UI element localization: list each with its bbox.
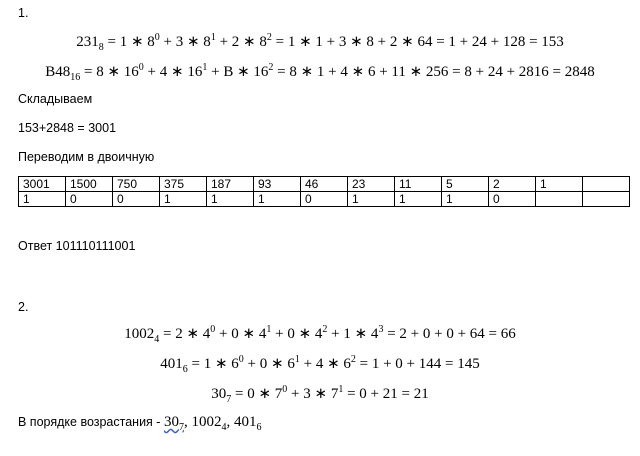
eq-lhs-base: 30 bbox=[211, 386, 227, 402]
eq-lhs-subscript: 16 bbox=[70, 72, 81, 83]
table-cell: 0 bbox=[301, 192, 348, 207]
eq-lhs-base: 231 bbox=[76, 34, 99, 50]
eq-term: 0 ∗ 6 bbox=[259, 356, 295, 372]
table-cell bbox=[536, 192, 583, 207]
eq-lhs-base: 1002 bbox=[124, 326, 155, 342]
eq-term: 8 ∗ 16 bbox=[96, 64, 139, 80]
eq-exponent: 3 bbox=[378, 324, 384, 335]
table-cell: 0 bbox=[489, 192, 536, 207]
order-separator: , bbox=[226, 414, 234, 430]
table-cell: 1 bbox=[19, 192, 66, 207]
problem-2-number: 2. bbox=[18, 300, 29, 314]
eq-plus: + bbox=[287, 386, 304, 402]
order-item-base: 1002 bbox=[191, 414, 222, 430]
eq-exponent: 0 bbox=[210, 324, 216, 335]
eq-sign: = bbox=[159, 326, 176, 342]
eq-lhs-subscript: 6 bbox=[182, 364, 188, 375]
eq-result: = 1 ∗ 1 + 3 ∗ 8 + 2 ∗ 64 = 1 + 24 + 128 = 153 bbox=[271, 34, 564, 50]
eq-plus: + bbox=[243, 356, 260, 372]
eq-lhs-subscript: 7 bbox=[226, 394, 232, 405]
order-item bbox=[233, 414, 262, 433]
eq-exponent: 2 bbox=[268, 62, 274, 73]
equation-30-base7 bbox=[0, 384, 640, 403]
add-label: Складываем bbox=[18, 92, 93, 106]
eq-sign: = bbox=[231, 386, 248, 402]
eq-result: = 2 + 0 + 0 + 64 = 66 bbox=[383, 326, 516, 342]
eq-exponent: 1 bbox=[202, 62, 208, 73]
eq-exponent: 1 bbox=[338, 384, 344, 395]
table-cell: 0 bbox=[113, 192, 160, 207]
table-cell: 0 bbox=[66, 192, 113, 207]
eq-term: 2 ∗ 4 bbox=[175, 326, 211, 342]
order-item-base: 30 bbox=[163, 414, 179, 430]
order-item bbox=[191, 414, 227, 433]
table-cell: 1 bbox=[442, 192, 489, 207]
eq-exponent: 1 bbox=[294, 354, 300, 365]
eq-plus: + bbox=[215, 326, 232, 342]
eq-exponent: 2 bbox=[266, 32, 272, 43]
eq-term: 1 ∗ 8 bbox=[119, 34, 155, 50]
eq-term: 1 ∗ 4 bbox=[343, 326, 379, 342]
eq-term: 3 ∗ 8 bbox=[175, 34, 211, 50]
order-label: В порядке возрастания - bbox=[18, 415, 164, 429]
order-item bbox=[163, 414, 184, 433]
eq-term: 4 ∗ 16 bbox=[159, 64, 203, 80]
eq-plus: + bbox=[159, 34, 176, 50]
eq-term: 2 ∗ 8 bbox=[231, 34, 267, 50]
table-cell: 1500 bbox=[66, 177, 113, 192]
equation-b48-base16 bbox=[0, 62, 640, 81]
table-cell: 1 bbox=[160, 192, 207, 207]
eq-exponent: 1 bbox=[210, 32, 216, 43]
eq-term: 3 ∗ 7 bbox=[303, 386, 339, 402]
eq-lhs-base: 401 bbox=[160, 356, 183, 372]
eq-exponent: 1 bbox=[266, 324, 272, 335]
eq-term: 0 ∗ 7 bbox=[247, 386, 283, 402]
table-cell: 46 bbox=[301, 177, 348, 192]
quotient-row bbox=[19, 177, 630, 192]
eq-exponent: 2 bbox=[322, 324, 328, 335]
eq-lhs-subscript: 4 bbox=[154, 334, 160, 345]
table-cell: 1 bbox=[254, 192, 301, 207]
eq-term: 1 ∗ 6 bbox=[203, 356, 239, 372]
eq-exponent: 2 bbox=[350, 354, 356, 365]
convert-label: Переводим в двоичную bbox=[18, 150, 155, 164]
equation-401-base6 bbox=[0, 354, 640, 373]
table-cell: 23 bbox=[348, 177, 395, 192]
table-cell: 187 bbox=[207, 177, 254, 192]
eq-exponent: 0 bbox=[138, 62, 144, 73]
table-cell: 93 bbox=[254, 177, 301, 192]
eq-term: 0 ∗ 4 bbox=[231, 326, 267, 342]
equation-231-base8 bbox=[0, 32, 640, 51]
eq-plus: + bbox=[299, 356, 316, 372]
answer-text: Ответ 101110111001 bbox=[18, 239, 136, 253]
eq-plus: + bbox=[327, 326, 344, 342]
eq-plus: + bbox=[143, 64, 160, 80]
table-cell: 2 bbox=[489, 177, 536, 192]
binary-conversion-table bbox=[18, 176, 630, 207]
table-cell bbox=[583, 192, 630, 207]
order-line bbox=[18, 414, 261, 431]
eq-exponent: 0 bbox=[154, 32, 160, 43]
order-item-subscript: 6 bbox=[256, 422, 262, 433]
table-cell: 1 bbox=[395, 192, 442, 207]
eq-term: 4 ∗ 6 bbox=[315, 356, 351, 372]
order-list bbox=[163, 414, 262, 433]
table-cell: 1 bbox=[207, 192, 254, 207]
order-item-base: 401 bbox=[233, 414, 257, 430]
table-cell: 3001 bbox=[19, 177, 66, 192]
table-cell: 11 bbox=[395, 177, 442, 192]
equation-1002-base4 bbox=[0, 324, 640, 343]
eq-lhs-subscript: 8 bbox=[98, 42, 104, 53]
table-cell: 5 bbox=[442, 177, 489, 192]
eq-result: = 0 + 21 = 21 bbox=[343, 386, 429, 402]
remainder-row bbox=[19, 192, 630, 207]
eq-exponent: 0 bbox=[282, 384, 288, 395]
eq-sign: = bbox=[80, 64, 97, 80]
table-cell bbox=[583, 177, 630, 192]
table-cell: 375 bbox=[160, 177, 207, 192]
order-separator: , bbox=[183, 414, 192, 430]
sum-text: 153+2848 = 3001 bbox=[18, 121, 117, 135]
eq-sign: = bbox=[187, 356, 204, 372]
eq-plus: + bbox=[215, 34, 232, 50]
order-item-subscript: 4 bbox=[221, 422, 227, 433]
eq-sign: = bbox=[103, 34, 120, 50]
eq-exponent: 0 bbox=[238, 354, 244, 365]
table-cell: 750 bbox=[113, 177, 160, 192]
table-cell: 1 bbox=[348, 192, 395, 207]
eq-result: = 8 ∗ 1 + 4 ∗ 6 + 11 ∗ 256 = 8 + 24 + 2816 = 2848 bbox=[273, 64, 595, 80]
problem-1-number: 1. bbox=[18, 6, 29, 20]
eq-term: 0 ∗ 4 bbox=[287, 326, 323, 342]
eq-plus: + bbox=[271, 326, 288, 342]
eq-plus: + bbox=[207, 64, 224, 80]
order-item-subscript: 7 bbox=[178, 422, 184, 433]
eq-term: B ∗ 16 bbox=[223, 64, 269, 80]
eq-result: = 1 + 0 + 144 = 145 bbox=[355, 356, 480, 372]
eq-lhs-base: B48 bbox=[45, 64, 71, 80]
table-cell: 1 bbox=[536, 177, 583, 192]
